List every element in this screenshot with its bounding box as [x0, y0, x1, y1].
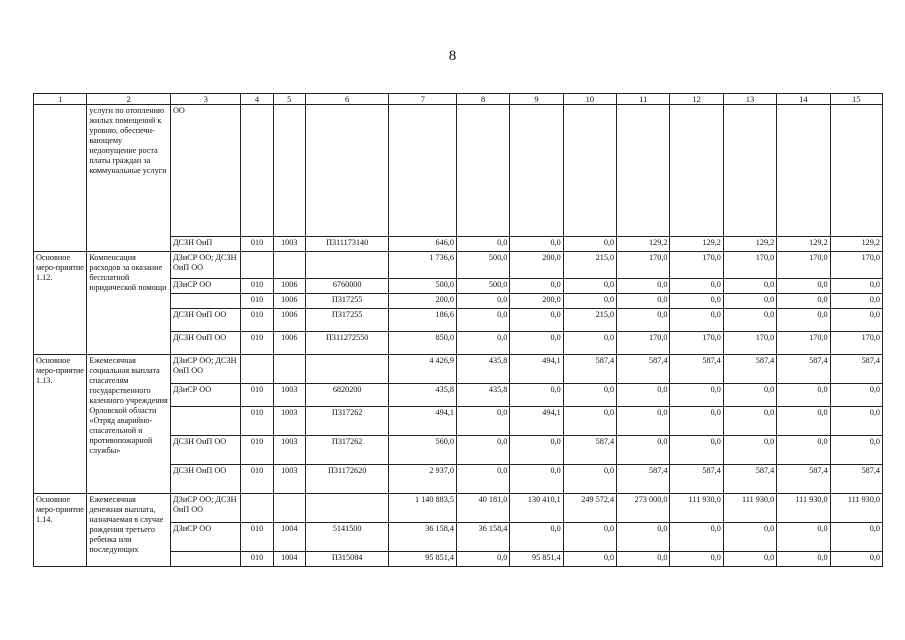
program-label-cell: Основное меро-приятие 1.12. [34, 252, 87, 355]
executor-cell [170, 294, 240, 309]
value-cell: 1006 [273, 332, 305, 355]
value-cell: 0,0 [563, 465, 616, 494]
value-cell: 95 851,4 [510, 552, 563, 567]
value-cell: 0,0 [617, 552, 670, 567]
value-cell: 0,0 [456, 407, 509, 436]
value-cell: 1006 [273, 309, 305, 332]
value-cell [273, 355, 305, 384]
header-row [34, 94, 883, 105]
value-cell: 170,0 [617, 252, 670, 279]
value-cell: 0,0 [777, 309, 830, 332]
value-cell: 0,0 [617, 279, 670, 294]
executor-cell: ДЗиСР ОО; ДСЗН ОиП ОО [170, 252, 240, 279]
value-cell: 111 930,0 [723, 494, 776, 523]
value-cell: 0,0 [456, 465, 509, 494]
value-cell: 0,0 [617, 436, 670, 465]
value-cell: 1003 [273, 465, 305, 494]
value-cell: 1003 [273, 407, 305, 436]
value-cell: 170,0 [777, 252, 830, 279]
value-cell: 0,0 [670, 523, 723, 552]
value-cell: 0,0 [723, 294, 776, 309]
value-cell: 0,0 [830, 309, 882, 332]
value-cell: 170,0 [670, 252, 723, 279]
value-cell [305, 252, 389, 279]
value-cell: 587,4 [777, 355, 830, 384]
value-cell: 0,0 [617, 384, 670, 407]
value-cell [273, 494, 305, 523]
column-header: 9 [510, 94, 563, 105]
value-cell: 170,0 [723, 252, 776, 279]
value-cell: П317262 [305, 407, 389, 436]
value-cell: 6820200 [305, 384, 389, 407]
value-cell: 0,0 [670, 552, 723, 567]
column-header: 6 [305, 94, 389, 105]
value-cell: 0,0 [777, 279, 830, 294]
value-cell: 010 [241, 465, 273, 494]
value-cell: 587,4 [617, 465, 670, 494]
value-cell [241, 355, 273, 384]
value-cell: 0,0 [510, 332, 563, 355]
value-cell: 0,0 [777, 384, 830, 407]
value-cell: 0,0 [777, 523, 830, 552]
value-cell: 587,4 [617, 355, 670, 384]
value-cell: 200,0 [389, 294, 456, 309]
column-header: 3 [170, 94, 240, 105]
value-cell: 010 [241, 523, 273, 552]
executor-cell: ДСЗН ОиП ОО [170, 436, 240, 465]
value-cell: 273 000,0 [617, 494, 670, 523]
value-cell: 111 930,0 [777, 494, 830, 523]
column-header: 7 [389, 94, 456, 105]
value-cell: 587,4 [563, 355, 616, 384]
value-cell [389, 105, 456, 237]
value-cell: 1 736,6 [389, 252, 456, 279]
value-cell: 0,0 [830, 279, 882, 294]
value-cell: 170,0 [830, 252, 882, 279]
table-row [34, 252, 883, 279]
value-cell: 010 [241, 407, 273, 436]
executor-cell: ДЗиСР ОО [170, 384, 240, 407]
value-cell: 215,0 [563, 309, 616, 332]
column-header: 8 [456, 94, 509, 105]
value-cell: 0,0 [723, 309, 776, 332]
value-cell: 494,1 [510, 407, 563, 436]
value-cell: 0,0 [510, 436, 563, 465]
value-cell: 129,2 [830, 237, 882, 252]
value-cell: 186,6 [389, 309, 456, 332]
column-header: 13 [723, 94, 776, 105]
page-number: 8 [448, 48, 457, 64]
value-cell: П31172620 [305, 465, 389, 494]
value-cell: 010 [241, 384, 273, 407]
program-label-cell: Основное меро-приятие 1.13. [34, 355, 87, 494]
value-cell [305, 494, 389, 523]
column-header: 1 [34, 94, 87, 105]
value-cell: 6760000 [305, 279, 389, 294]
value-cell: 435,8 [456, 355, 509, 384]
value-cell: 0,0 [617, 407, 670, 436]
value-cell: 4 426,9 [389, 355, 456, 384]
value-cell: 0,0 [830, 552, 882, 567]
value-cell [617, 105, 670, 237]
value-cell: 200,0 [510, 252, 563, 279]
value-cell: 0,0 [456, 237, 509, 252]
value-cell: 010 [241, 436, 273, 465]
value-cell [456, 105, 509, 237]
value-cell: 36 158,4 [456, 523, 509, 552]
value-cell: 0,0 [670, 294, 723, 309]
value-cell: 0,0 [563, 552, 616, 567]
value-cell: П311173140 [305, 237, 389, 252]
value-cell: 1006 [273, 279, 305, 294]
value-cell: 0,0 [510, 523, 563, 552]
value-cell: 587,4 [723, 355, 776, 384]
value-cell: 0,0 [830, 384, 882, 407]
value-cell: 010 [241, 332, 273, 355]
value-cell: 0,0 [617, 309, 670, 332]
value-cell: 249 572,4 [563, 494, 616, 523]
value-cell: 111 930,0 [830, 494, 882, 523]
value-cell [241, 105, 273, 237]
value-cell: 587,4 [563, 436, 616, 465]
column-header: 2 [87, 94, 171, 105]
activity-name-cell: услуги по отоплению жилых помещений к уровню, обеспечи-вающему недопущение роста платы граждан за коммунальные услуги [87, 105, 171, 252]
value-cell: П311272550 [305, 332, 389, 355]
executor-cell: ДЗиСР ОО; ДСЗН ОиП ОО [170, 355, 240, 384]
value-cell: 1003 [273, 436, 305, 465]
value-cell: 170,0 [830, 332, 882, 355]
activity-name-cell: Ежемесячная денежная выплата, назначаемая в случае рождения третьего ребенка или последующих [87, 494, 171, 567]
value-cell [563, 105, 616, 237]
value-cell: 129,2 [670, 237, 723, 252]
value-cell: 494,1 [510, 355, 563, 384]
program-cell [34, 105, 87, 252]
value-cell: 0,0 [456, 309, 509, 332]
value-cell [305, 355, 389, 384]
budget-table [33, 93, 883, 567]
value-cell: 010 [241, 237, 273, 252]
value-cell: 129,2 [777, 237, 830, 252]
value-cell: 587,4 [670, 355, 723, 384]
value-cell: 0,0 [456, 332, 509, 355]
value-cell: 587,4 [777, 465, 830, 494]
value-cell: 0,0 [723, 279, 776, 294]
value-cell: 1004 [273, 552, 305, 567]
executor-cell: ДСЗН ОиП ОО [170, 465, 240, 494]
value-cell: 0,0 [510, 465, 563, 494]
value-cell: 850,0 [389, 332, 456, 355]
executor-cell: ДСЗН ОиП ОО [170, 309, 240, 332]
executor-cell: ДСЗН ОиП [170, 237, 240, 252]
executor-cell: ДЗиСР ОО; ДСЗН ОиП ОО [170, 494, 240, 523]
value-cell: 0,0 [830, 436, 882, 465]
value-cell: 0,0 [670, 407, 723, 436]
table-row [34, 494, 883, 523]
value-cell: 500,0 [456, 279, 509, 294]
column-header: 12 [670, 94, 723, 105]
value-cell: 130 410,1 [510, 494, 563, 523]
value-cell: 95 851,4 [389, 552, 456, 567]
value-cell: 1003 [273, 237, 305, 252]
executor-cell: ОО [170, 105, 240, 237]
value-cell: 1003 [273, 384, 305, 407]
column-header: 10 [563, 94, 616, 105]
activity-name-cell: Компенсация расходов за оказание бесплатной юридической помощи [87, 252, 171, 355]
value-cell: 0,0 [456, 552, 509, 567]
value-cell [241, 494, 273, 523]
value-cell: 0,0 [723, 384, 776, 407]
value-cell: 36 158,4 [389, 523, 456, 552]
value-cell: 0,0 [723, 407, 776, 436]
value-cell: 1004 [273, 523, 305, 552]
value-cell: 170,0 [670, 332, 723, 355]
value-cell: 0,0 [510, 237, 563, 252]
value-cell: 0,0 [777, 552, 830, 567]
executor-cell: ДСЗН ОиП ОО [170, 332, 240, 355]
value-cell: 0,0 [670, 309, 723, 332]
value-cell: 010 [241, 309, 273, 332]
executor-cell [170, 552, 240, 567]
value-cell: 0,0 [563, 384, 616, 407]
value-cell: 129,2 [723, 237, 776, 252]
column-header: 11 [617, 94, 670, 105]
value-cell: 0,0 [510, 384, 563, 407]
value-cell: 0,0 [563, 332, 616, 355]
value-cell: 0,0 [456, 436, 509, 465]
value-cell: 5141500 [305, 523, 389, 552]
value-cell: 215,0 [563, 252, 616, 279]
value-cell: 587,4 [670, 465, 723, 494]
value-cell: 0,0 [723, 552, 776, 567]
column-header: 4 [241, 94, 273, 105]
value-cell: 0,0 [777, 294, 830, 309]
value-cell: 010 [241, 279, 273, 294]
executor-cell: ДЗиСР ОО [170, 279, 240, 294]
value-cell [305, 105, 389, 237]
value-cell: П317255 [305, 309, 389, 332]
value-cell [510, 105, 563, 237]
value-cell: 129,2 [617, 237, 670, 252]
value-cell: 0,0 [563, 237, 616, 252]
value-cell: 0,0 [510, 279, 563, 294]
executor-cell: ДЗиСР ОО [170, 523, 240, 552]
value-cell: 0,0 [723, 436, 776, 465]
value-cell: 0,0 [830, 294, 882, 309]
value-cell: 40 181,0 [456, 494, 509, 523]
value-cell [273, 105, 305, 237]
value-cell: 435,8 [389, 384, 456, 407]
value-cell: 0,0 [510, 309, 563, 332]
value-cell: 010 [241, 552, 273, 567]
table-row [34, 355, 883, 384]
column-header: 15 [830, 94, 882, 105]
value-cell: 0,0 [777, 436, 830, 465]
value-cell: 170,0 [777, 332, 830, 355]
value-cell: 500,0 [456, 252, 509, 279]
program-label-cell: Основное меро-приятие 1.14. [34, 494, 87, 567]
value-cell: 435,8 [456, 384, 509, 407]
value-cell: 170,0 [617, 332, 670, 355]
value-cell: 0,0 [563, 407, 616, 436]
table-row [34, 105, 883, 237]
value-cell [830, 105, 882, 237]
value-cell: П317255 [305, 294, 389, 309]
value-cell: 0,0 [563, 279, 616, 294]
value-cell: 0,0 [670, 436, 723, 465]
column-header: 5 [273, 94, 305, 105]
value-cell: 560,0 [389, 436, 456, 465]
value-cell: 494,1 [389, 407, 456, 436]
value-cell [777, 105, 830, 237]
activity-name-cell: Ежемесячная социальная выплата спасателям государственного казенного учреждения Орловской области «Отряд аварийно-спасательной и противопожарной службы» [87, 355, 171, 494]
table-body [34, 94, 883, 567]
value-cell: 0,0 [830, 523, 882, 552]
value-cell: 500,0 [389, 279, 456, 294]
value-cell: 0,0 [670, 384, 723, 407]
value-cell: П317262 [305, 436, 389, 465]
value-cell: 0,0 [617, 523, 670, 552]
value-cell: 587,4 [830, 355, 882, 384]
value-cell: 170,0 [723, 332, 776, 355]
value-cell: 1006 [273, 294, 305, 309]
value-cell: 0,0 [670, 279, 723, 294]
executor-cell [170, 407, 240, 436]
value-cell [241, 252, 273, 279]
value-cell: 587,4 [830, 465, 882, 494]
value-cell: 200,0 [510, 294, 563, 309]
value-cell: 0,0 [617, 294, 670, 309]
value-cell: 010 [241, 294, 273, 309]
value-cell: 0,0 [456, 294, 509, 309]
value-cell: 111 930,0 [670, 494, 723, 523]
value-cell [273, 252, 305, 279]
value-cell: 0,0 [777, 407, 830, 436]
column-header: 14 [777, 94, 830, 105]
value-cell [670, 105, 723, 237]
value-cell: 1 140 883,5 [389, 494, 456, 523]
value-cell: П315084 [305, 552, 389, 567]
value-cell: 0,0 [830, 407, 882, 436]
value-cell: 646,0 [389, 237, 456, 252]
value-cell: 0,0 [563, 523, 616, 552]
value-cell: 0,0 [723, 523, 776, 552]
value-cell: 2 937,0 [389, 465, 456, 494]
value-cell: 587,4 [723, 465, 776, 494]
value-cell [723, 105, 776, 237]
value-cell: 0,0 [563, 294, 616, 309]
